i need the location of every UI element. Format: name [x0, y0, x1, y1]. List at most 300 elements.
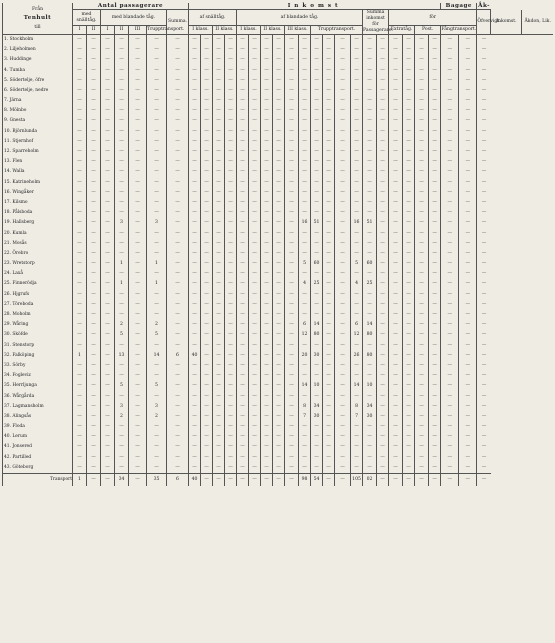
value-cell: — [429, 280, 441, 290]
value-cell: — [273, 300, 285, 310]
value-cell: — [389, 269, 403, 279]
value-cell: — [363, 45, 377, 55]
value-cell: — [261, 188, 273, 198]
value-cell: — [377, 229, 389, 239]
value-cell: — [147, 96, 167, 106]
value-cell: — [129, 208, 147, 218]
value-cell: — [285, 66, 299, 76]
value-cell: — [477, 96, 491, 106]
value-cell: — [477, 55, 491, 65]
value-cell: — [115, 443, 129, 453]
value-cell: — [299, 96, 311, 106]
value-cell: — [459, 218, 477, 228]
value-cell: — [377, 432, 389, 442]
value-cell: — [101, 167, 115, 177]
value-cell: — [101, 117, 115, 127]
value-cell: — [377, 371, 389, 381]
value-cell: — [273, 76, 285, 86]
value-cell: — [441, 117, 459, 127]
value-cell: — [311, 229, 323, 239]
value-cell: — [389, 188, 403, 198]
value-cell: — [363, 463, 377, 474]
value-cell: — [87, 127, 101, 137]
value-cell: — [237, 178, 249, 188]
value-cell: — [115, 35, 129, 46]
value-cell: — [285, 167, 299, 177]
value-cell: — [377, 239, 389, 249]
value-cell: — [147, 463, 167, 474]
value-cell: — [201, 96, 213, 106]
value-cell: — [237, 137, 249, 147]
value-cell: — [311, 167, 323, 177]
value-cell: — [73, 443, 87, 453]
value-cell: — [311, 117, 323, 127]
value-cell: — [225, 443, 237, 453]
value-cell: — [147, 361, 167, 371]
value-cell: — [237, 96, 249, 106]
value-cell: — [237, 66, 249, 76]
value-cell: — [323, 249, 335, 259]
value-cell: — [249, 239, 261, 249]
value-cell: — [311, 453, 323, 463]
value-cell: — [429, 412, 441, 422]
value-cell: — [459, 127, 477, 137]
value-cell: — [377, 218, 389, 228]
value-cell: — [477, 117, 491, 127]
value-cell: — [363, 443, 377, 453]
value-cell: — [115, 198, 129, 208]
value-cell: — [285, 35, 299, 46]
value-cell: — [351, 249, 363, 259]
value-cell: — [201, 463, 213, 474]
value-cell: — [129, 402, 147, 412]
value-cell: — [335, 330, 351, 340]
value-cell: — [189, 463, 201, 474]
value-cell: — [299, 229, 311, 239]
af-blandade-header: af blandade tåg. [237, 10, 363, 26]
value-cell: — [73, 249, 87, 259]
value-cell: — [299, 249, 311, 259]
value-cell: — [167, 432, 189, 442]
station-header-from: Från [31, 7, 44, 12]
value-cell: — [101, 66, 115, 76]
value-cell: — [213, 66, 225, 76]
value-cell: — [237, 157, 249, 167]
value-cell: — [389, 198, 403, 208]
value-cell: — [73, 290, 87, 300]
value-cell: — [389, 218, 403, 228]
value-cell: — [323, 86, 335, 96]
value-cell: — [225, 412, 237, 422]
value-cell: — [351, 55, 363, 65]
value-cell: — [115, 371, 129, 381]
value-cell: — [147, 198, 167, 208]
value-cell: — [87, 137, 101, 147]
station-name: 5. Södertelje, öfre [3, 76, 73, 86]
value-cell: — [403, 147, 415, 157]
value-cell: — [477, 341, 491, 351]
station-name: 32. Falköping [3, 351, 73, 361]
med-blandade-header: med blandade tåg. [101, 10, 167, 26]
value-cell: — [351, 463, 363, 474]
value-cell: — [299, 341, 311, 351]
value-cell: — [335, 35, 351, 46]
table-row [3, 147, 554, 157]
value-cell: — [335, 117, 351, 127]
table-row [3, 402, 554, 412]
value-cell: — [477, 127, 491, 137]
value-cell: — [225, 229, 237, 239]
value-cell: — [477, 381, 491, 391]
value-cell: — [273, 269, 285, 279]
value-cell: — [147, 76, 167, 86]
value-cell: — [101, 157, 115, 167]
value-cell: — [389, 96, 403, 106]
value-cell: — [377, 361, 389, 371]
value-cell: — [389, 35, 403, 46]
value-cell: — [389, 453, 403, 463]
value-cell: — [147, 35, 167, 46]
value-cell: — [299, 443, 311, 453]
value-cell: — [201, 127, 213, 137]
value-cell: — [363, 137, 377, 147]
i-klass-b-col: I klass. [237, 26, 261, 35]
value-cell: — [167, 249, 189, 259]
value-cell: — [101, 147, 115, 157]
value-cell: — [167, 269, 189, 279]
value-cell: — [441, 66, 459, 76]
value-cell: — [335, 381, 351, 391]
value-cell: — [323, 392, 335, 402]
value-cell: — [213, 229, 225, 239]
value-cell: — [73, 239, 87, 249]
station-header-name: Tenhult [23, 15, 52, 21]
value-cell: — [201, 290, 213, 300]
value-cell: — [101, 127, 115, 137]
value-cell: 3 [115, 218, 129, 228]
value-cell: — [459, 106, 477, 116]
value-cell: — [323, 412, 335, 422]
value-cell: — [335, 239, 351, 249]
value-cell: — [441, 229, 459, 239]
value-cell: — [167, 208, 189, 218]
value-cell: — [237, 280, 249, 290]
value-cell: — [351, 35, 363, 46]
value-cell: — [261, 76, 273, 86]
value-cell: — [189, 157, 201, 167]
value-cell: — [249, 127, 261, 137]
value-cell: — [351, 188, 363, 198]
value-cell: — [189, 117, 201, 127]
value-cell: — [323, 361, 335, 371]
value-cell: — [225, 45, 237, 55]
value-cell: — [403, 310, 415, 320]
value-cell: — [459, 157, 477, 167]
station-name: 42. Partilled [3, 453, 73, 463]
value-cell: 2 [147, 320, 167, 330]
value-cell: — [87, 66, 101, 76]
value-cell: — [351, 422, 363, 432]
value-cell: — [261, 320, 273, 330]
value-cell: — [403, 76, 415, 86]
value-cell: — [403, 463, 415, 474]
station-name: 40. Lerum [3, 432, 73, 442]
station-name: 31. Stenstorp [3, 341, 73, 351]
value-cell: — [189, 96, 201, 106]
value-cell: — [189, 392, 201, 402]
value-cell: 4 [351, 280, 363, 290]
value-cell: — [377, 300, 389, 310]
value-cell: — [311, 198, 323, 208]
value-cell: — [189, 300, 201, 310]
value-cell: — [429, 249, 441, 259]
value-cell: — [115, 463, 129, 474]
value-cell: — [377, 86, 389, 96]
value-cell: — [441, 259, 459, 269]
value-cell: — [201, 178, 213, 188]
station-name: 38. Alingsås [3, 412, 73, 422]
value-cell: 2 [115, 412, 129, 422]
value-cell: — [285, 280, 299, 290]
value-cell: — [101, 453, 115, 463]
value-cell: — [459, 361, 477, 371]
value-cell: — [189, 453, 201, 463]
value-cell: 16 [351, 218, 363, 228]
value-cell: — [189, 55, 201, 65]
value-cell: — [213, 422, 225, 432]
value-cell: — [285, 443, 299, 453]
value-cell: — [73, 269, 87, 279]
value-cell: — [429, 381, 441, 391]
value-cell: — [363, 35, 377, 46]
value-cell: — [87, 208, 101, 218]
value-cell: — [323, 239, 335, 249]
value-cell: 34 [363, 402, 377, 412]
value-cell: — [273, 320, 285, 330]
table-row [3, 178, 554, 188]
value-cell: — [285, 300, 299, 310]
value-cell: — [477, 76, 491, 86]
value-cell: — [87, 320, 101, 330]
value-cell: — [285, 249, 299, 259]
value-cell: — [429, 178, 441, 188]
value-cell: — [213, 392, 225, 402]
value-cell: — [201, 381, 213, 391]
station-name: 26. Hjgrufs [3, 290, 73, 300]
value-cell: — [87, 96, 101, 106]
value-cell: — [249, 249, 261, 259]
value-cell: — [213, 76, 225, 86]
value-cell: — [311, 249, 323, 259]
value-cell: — [261, 381, 273, 391]
value-cell: — [441, 474, 459, 487]
value-cell: — [225, 280, 237, 290]
value-cell: — [377, 402, 389, 412]
value-cell: — [441, 443, 459, 453]
station-name: 14. Walla [3, 167, 73, 177]
value-cell: — [73, 127, 87, 137]
value-cell: — [441, 330, 459, 340]
value-cell: — [273, 147, 285, 157]
value-cell: — [115, 147, 129, 157]
value-cell: — [225, 432, 237, 442]
value-cell: — [189, 86, 201, 96]
value-cell: — [459, 280, 477, 290]
value-cell: — [403, 198, 415, 208]
value-cell: — [147, 147, 167, 157]
value-cell: 25 [363, 280, 377, 290]
value-cell: — [129, 167, 147, 177]
value-cell: — [225, 320, 237, 330]
value-cell: — [115, 86, 129, 96]
value-cell: — [73, 463, 87, 474]
value-cell: — [213, 463, 225, 474]
value-cell: — [377, 249, 389, 259]
value-cell: — [285, 432, 299, 442]
value-cell: 8 [299, 402, 311, 412]
value-cell: — [377, 106, 389, 116]
value-cell: — [249, 330, 261, 340]
value-cell: — [129, 320, 147, 330]
value-cell: — [351, 371, 363, 381]
value-cell: — [87, 157, 101, 167]
value-cell: — [73, 96, 87, 106]
value-cell: — [389, 76, 403, 86]
value-cell: — [115, 432, 129, 442]
value-cell: — [335, 392, 351, 402]
value-cell: — [73, 310, 87, 320]
value-cell: — [415, 402, 429, 412]
value-cell: — [285, 463, 299, 474]
value-cell: 5 [299, 259, 311, 269]
value-cell: — [311, 137, 323, 147]
value-cell: — [477, 147, 491, 157]
value-cell: — [167, 198, 189, 208]
value-cell: — [323, 45, 335, 55]
value-cell: — [389, 392, 403, 402]
value-cell: — [403, 218, 415, 228]
value-cell: — [299, 147, 311, 157]
value-cell: — [249, 361, 261, 371]
value-cell: 1 [73, 474, 87, 487]
value-cell: — [403, 474, 415, 487]
value-cell: — [377, 310, 389, 320]
value-cell: — [429, 137, 441, 147]
value-cell: — [273, 117, 285, 127]
value-cell: — [249, 269, 261, 279]
value-cell: — [429, 320, 441, 330]
value-cell: — [201, 269, 213, 279]
value-cell: — [377, 178, 389, 188]
value-cell: — [429, 392, 441, 402]
value-cell: — [225, 55, 237, 65]
value-cell: — [237, 320, 249, 330]
value-cell: — [311, 239, 323, 249]
value-cell: 105 [351, 474, 363, 487]
value-cell: — [377, 474, 389, 487]
value-cell: — [415, 280, 429, 290]
value-cell: — [115, 300, 129, 310]
value-cell: — [261, 137, 273, 147]
value-cell: — [237, 341, 249, 351]
value-cell: — [377, 76, 389, 86]
station-name: 2. Liljeholmen [3, 45, 73, 55]
table-row [3, 422, 554, 432]
value-cell: — [335, 55, 351, 65]
value-cell: — [101, 402, 115, 412]
value-cell: — [101, 310, 115, 320]
value-cell: — [87, 290, 101, 300]
value-cell: — [101, 55, 115, 65]
value-cell: — [249, 167, 261, 177]
value-cell: — [101, 361, 115, 371]
value-cell: — [441, 157, 459, 167]
value-cell: — [167, 259, 189, 269]
value-cell: — [441, 402, 459, 412]
value-cell: — [261, 259, 273, 269]
value-cell: — [311, 86, 323, 96]
value-cell: — [73, 35, 87, 46]
col-ii-b: II [115, 26, 129, 35]
station-name: 7. Järna [3, 96, 73, 106]
value-cell: — [335, 157, 351, 167]
value-cell: — [477, 422, 491, 432]
value-cell: — [273, 310, 285, 320]
value-cell: 7 [299, 412, 311, 422]
value-cell: — [335, 208, 351, 218]
value-cell: — [237, 198, 249, 208]
value-cell: — [147, 432, 167, 442]
value-cell: — [311, 269, 323, 279]
value-cell: — [285, 96, 299, 106]
value-cell: — [87, 249, 101, 259]
value-cell: — [237, 35, 249, 46]
value-cell: — [323, 351, 335, 361]
value-cell: — [377, 290, 389, 300]
value-cell: — [363, 341, 377, 351]
value-cell: — [225, 66, 237, 76]
value-cell: — [403, 351, 415, 361]
value-cell: — [389, 371, 403, 381]
value-cell: — [415, 208, 429, 218]
value-cell: — [377, 157, 389, 167]
value-cell: — [225, 117, 237, 127]
trupp-col: Trupptransport. [147, 26, 167, 35]
value-cell: — [189, 239, 201, 249]
value-cell: — [429, 198, 441, 208]
value-cell: — [403, 259, 415, 269]
value-cell: — [415, 249, 429, 259]
value-cell: — [299, 239, 311, 249]
value-cell: — [311, 443, 323, 453]
value-cell: — [249, 86, 261, 96]
value-cell: — [115, 453, 129, 463]
value-cell: — [389, 259, 403, 269]
value-cell: — [189, 229, 201, 239]
value-cell: — [147, 106, 167, 116]
value-cell: — [225, 239, 237, 249]
value-cell: — [237, 381, 249, 391]
value-cell: — [115, 229, 129, 239]
value-cell: — [213, 249, 225, 259]
value-cell: — [415, 157, 429, 167]
value-cell: — [429, 341, 441, 351]
value-cell: — [273, 229, 285, 239]
value-cell: — [351, 432, 363, 442]
value-cell: — [351, 157, 363, 167]
value-cell: — [201, 239, 213, 249]
value-cell: — [415, 341, 429, 351]
